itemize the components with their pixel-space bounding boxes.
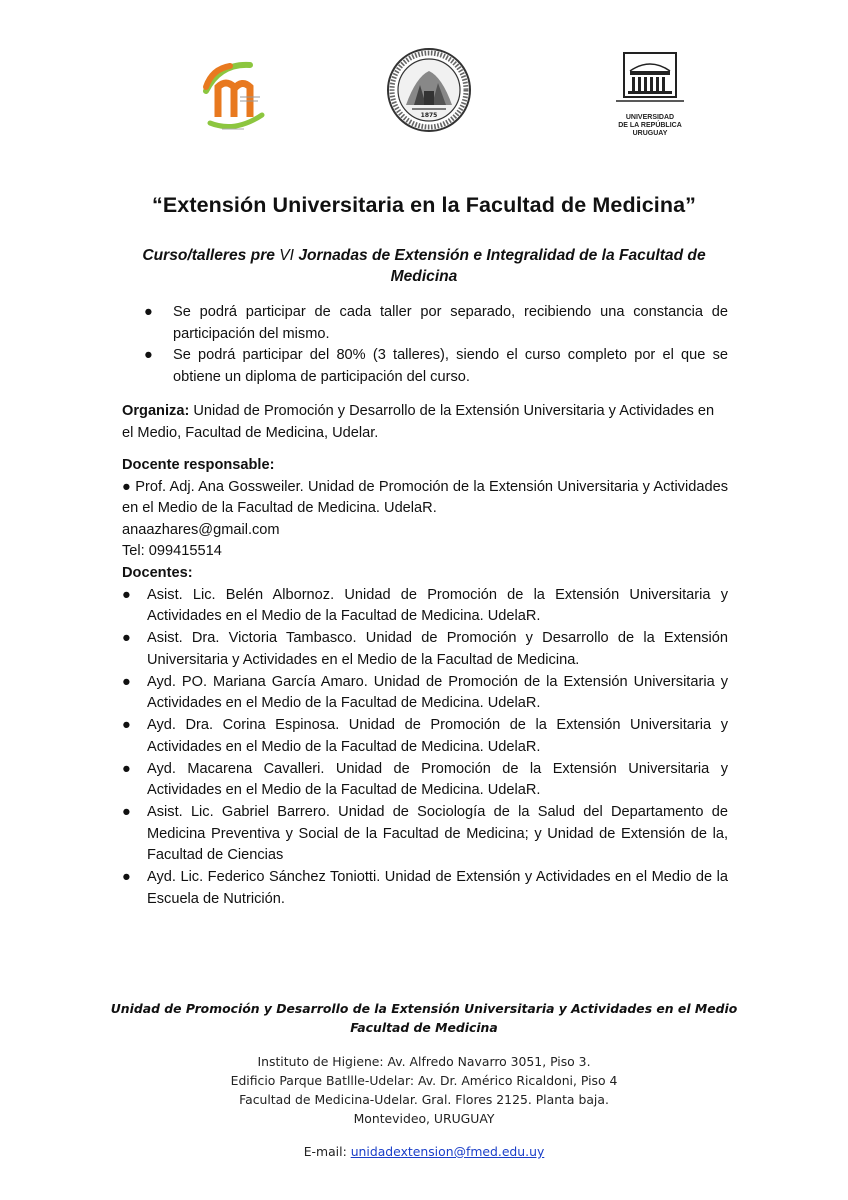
list-item: [122, 585, 728, 628]
docentes-section: [122, 563, 728, 911]
udelar-logo: [612, 51, 688, 137]
footer-address-line: Instituto de Higiene: Av. Alfredo Navarro 3051, Piso 3.: [257, 1054, 591, 1069]
docentes-label: Docentes:: [122, 565, 193, 581]
udelar-line1: UNIVERSIDAD: [625, 114, 675, 121]
footer-address-line: Montevideo, URUGUAY: [353, 1111, 495, 1126]
docente-text: Asist. Dra. Victoria Tambasco. Unidad de Promoción y Desarrollo de la Extensión Universitaria y Actividades en el Medio de la Facultad de Medicina.: [147, 630, 728, 668]
facultad-medicina-seal: [386, 47, 472, 133]
seal-year: 1875: [420, 112, 438, 119]
udelar-line2: DE LA REPÚBLICA: [618, 122, 682, 129]
bullet-icon: ●: [122, 804, 131, 820]
list-item: [122, 867, 728, 910]
m-logo: [200, 57, 270, 137]
responsable-label: Docente responsable:: [122, 457, 275, 473]
organiza-label: Organiza:: [122, 403, 190, 419]
bullet-icon: ●: [122, 717, 131, 733]
subtitle-part3: Jornadas de Extensión e Integralidad de la Facultad de Medicina: [294, 247, 706, 285]
footer-unit-line1: Unidad de Promoción y Desarrollo de la Extensión Universitaria y Actividades en el Medio: [110, 1001, 738, 1016]
intro-bullets: [122, 302, 728, 388]
list-item: [122, 345, 728, 388]
intro-bullet-text: Se podrá participar del 80% (3 talleres), siendo el curso completo por el que se obtiene un diploma de participación del curso.: [173, 347, 728, 385]
footer-address-line: Facultad de Medicina-Udelar. Gral. Flores 2125. Planta baja.: [239, 1092, 609, 1107]
responsable-line: ● Prof. Adj. Ana Gossweiler. Unidad de Promoción de la Extensión Universitaria y Actividades en el Medio de la Facultad de Medicina. UdelaR.: [122, 478, 728, 516]
logo-header: [0, 45, 848, 135]
footer-unit-line2: Facultad de Medicina: [350, 1020, 498, 1035]
bullet-icon: ●: [144, 304, 153, 320]
docente-text: Ayd. PO. Mariana García Amaro. Unidad de Promoción de la Extensión Universitaria y Actividades en el Medio de la Facultad de Medicina. UdelaR.: [147, 673, 728, 711]
list-item: [122, 672, 728, 715]
docente-text: Ayd. Macarena Cavalleri. Unidad de Promoción de la Extensión Universitaria y Actividades en el Medio de la Facultad de Medicina. UdelaR.: [147, 760, 728, 798]
bullet-icon: ●: [122, 673, 131, 690]
footer-address-line: Edificio Parque Batllle-Udelar: Av. Dr. Américo Ricaldoni, Piso 4: [230, 1073, 618, 1088]
bullet-icon: ●: [122, 760, 131, 777]
bullet-icon: ●: [144, 347, 153, 363]
organiza-text: Unidad de Promoción y Desarrollo de la Extensión Universitaria y Actividades en el Medio, Facultad de Medicina, Udelar.: [122, 403, 715, 441]
docente-text: Ayd. Lic. Federico Sánchez Toniotti. Unidad de Extensión y Actividades en el Medio de la Escuela de Nutrición.: [147, 869, 728, 907]
docente-text: Ayd. Dra. Corina Espinosa. Unidad de Promoción de la Extensión Universitaria y Actividades en el Medio de la Facultad de Medicina. UdelaR.: [147, 717, 728, 755]
docente-text: Asist. Lic. Belén Albornoz. Unidad de Promoción de la Extensión Universitaria y Actividades en el Medio de la Facultad de Medicina. UdelaR.: [147, 586, 728, 624]
document-subtitle: [122, 245, 726, 287]
footer-address: [0, 1052, 848, 1128]
responsable-section: [122, 455, 728, 563]
responsable-tel: Tel: 099415514: [122, 543, 222, 559]
udelar-line3: URUGUAY: [632, 130, 668, 137]
list-item: [122, 302, 728, 345]
footer-email-link[interactable]: unidadextension@fmed.edu.uy: [350, 1144, 545, 1159]
responsable-email: anaazhares@gmail.com: [122, 521, 280, 538]
list-item: [122, 802, 728, 867]
document-title: “Extensión Universitaria en la Facultad de Medicina”: [151, 193, 697, 217]
list-item: [122, 715, 728, 758]
bullet-icon: ●: [122, 630, 131, 646]
list-item: [122, 759, 728, 802]
docente-text: Asist. Lic. Gabriel Barrero. Unidad de Sociología de la Salud del Departamento de Medicina Preventiva y Social de la Facultad de Medicina; y Unidad de Extensión de la, Facultad de Ciencias: [147, 804, 728, 863]
udelar-building-icon: [612, 51, 688, 107]
subtitle-part2: VI: [279, 247, 295, 264]
bullet-icon: ●: [122, 869, 131, 885]
subtitle-part1: Curso/talleres pre: [142, 247, 280, 264]
bullet-icon: ●: [122, 586, 131, 603]
organiza-section: [122, 401, 728, 444]
footer-email-label: E-mail:: [303, 1144, 351, 1159]
intro-bullet-text: Se podrá participar de cada taller por separado, recibiendo una constancia de participación del mismo.: [173, 304, 728, 342]
footer-unit: [0, 999, 848, 1037]
footer-email: [0, 1144, 848, 1159]
list-item: [122, 628, 728, 671]
